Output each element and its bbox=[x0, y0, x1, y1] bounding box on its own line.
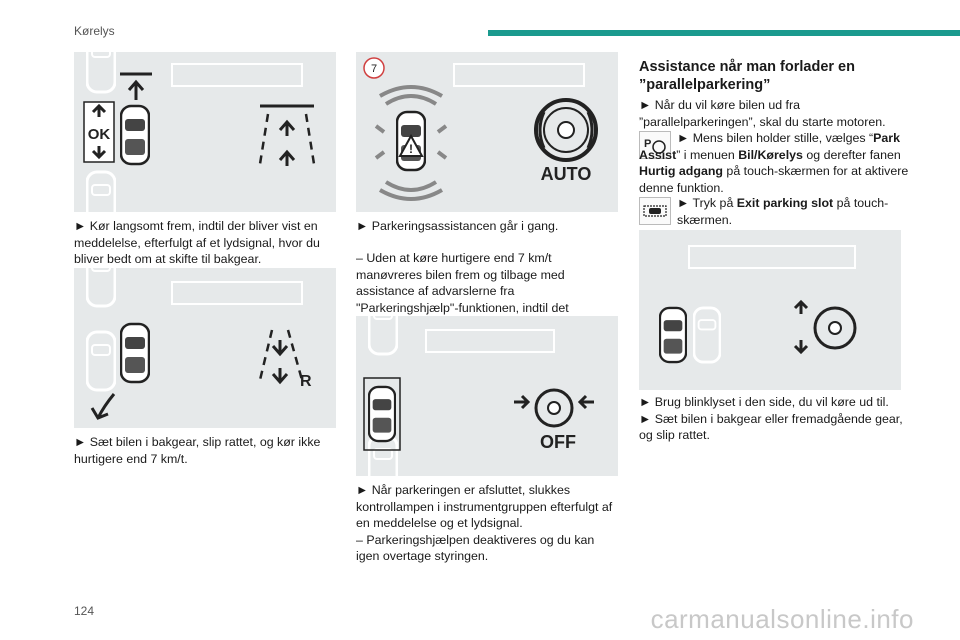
assistance-start: ► Parkeringsassistancen går i gang. bbox=[356, 219, 559, 233]
reverse-gear-label: R bbox=[300, 373, 312, 390]
svg-text:!: ! bbox=[409, 142, 413, 156]
off-label: OFF bbox=[540, 432, 576, 452]
header-accent-bar bbox=[488, 30, 960, 36]
svg-text:P: P bbox=[644, 138, 652, 150]
paragraph bbox=[639, 195, 909, 228]
paragraph bbox=[74, 218, 330, 268]
auto-label: AUTO bbox=[540, 164, 592, 184]
paragraph bbox=[639, 130, 909, 196]
instruction-forward: ► Kør langsomt frem, indtil der bliver vist en meddelelse, efterfulgt af et lydsignal, hvor du bliver bedt om at skifte til bakgear. bbox=[74, 219, 320, 266]
figure-ok-forward bbox=[74, 52, 336, 212]
figure-off bbox=[356, 316, 618, 476]
section-header: Kørelys bbox=[74, 24, 115, 38]
paragraph bbox=[74, 434, 330, 467]
maneuver-note: – Uden at køre hurtigere end 7 km/t manøvreres bilen frem og tilbage med assistance af advarslerne fra "Parkeringshjælp"-funktionen, indtil det bbox=[356, 251, 569, 315]
indicator-instruction: ► Brug blinklyset i den side, du vil køre ud til. bbox=[639, 395, 889, 409]
figure-reverse bbox=[74, 268, 336, 428]
paragraph bbox=[356, 218, 618, 235]
instruction-reverse: ► Sæt bilen i bakgear, slip rattet, og kør ikke hurtigere end 7 km/t. bbox=[74, 435, 321, 466]
ok-label: OK bbox=[87, 126, 111, 143]
tap-exit-parking-slot: ► Tryk på Exit parking slot på touch-skærmen. bbox=[677, 196, 889, 227]
start-engine-instruction: ► Når du vil køre bilen ud fra ”parallelparkeringen”, skal du starte motoren. bbox=[639, 98, 886, 129]
section-heading: Assistance når man forlader en ”parallelparkering” bbox=[639, 59, 855, 93]
paragraph bbox=[639, 394, 909, 444]
paragraph bbox=[356, 482, 618, 565]
figure-exit-parking bbox=[639, 230, 901, 390]
parking-finished: ► Når parkeringen er afsluttet, slukkes kontrollampen i instrumentgruppen efterfulgt af en meddelelse og et lydsignal. bbox=[356, 483, 613, 530]
select-park-assist: ► Mens bilen holder stille, vælges “Park Assist” i menuen Bil/Kørelys og derefter fanen Hurtig adgang på touch-skærmen for at aktivere denne funktion. bbox=[639, 131, 909, 195]
paragraph bbox=[639, 97, 909, 130]
page-number: 124 bbox=[74, 604, 95, 618]
assistance-deactivated: – Parkeringshjælpen deaktiveres og du kan igen overtage styringen. bbox=[356, 532, 595, 563]
figure-auto bbox=[356, 52, 618, 212]
watermark: carmanualsonline.info bbox=[650, 604, 914, 634]
figure-number-badge: 7 bbox=[370, 63, 378, 75]
gear-instruction: ► Sæt bilen i bakgear eller fremadgående gear, og slip rattet. bbox=[639, 411, 903, 442]
